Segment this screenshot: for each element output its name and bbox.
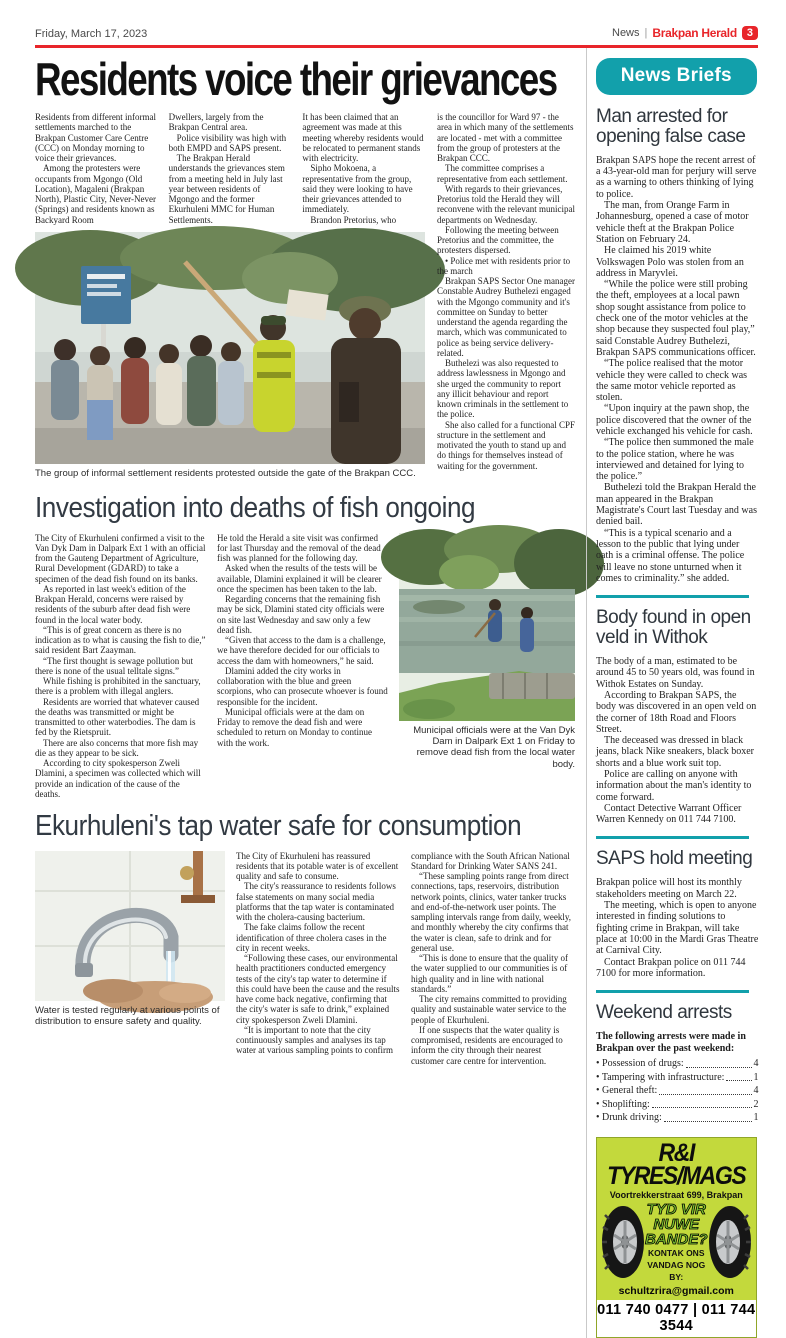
advert-phones: 011 740 0477 | 011 744 3544 [597, 1300, 756, 1337]
article-column-1: Residents from different informal settlements marched to the Brakpan Customer Care Centre (CCC) on Monday morning to voice their grievances. Among the protesters were occupants from Mgongo (Old Location), Magaleni (Brakpan North), Plastic City, Never-Never (Springs) and residents known as Backyard Room [35, 112, 157, 225]
water-headline: Ekurhuleni's tap water safe for consumption [35, 810, 522, 843]
brief-headline: Weekend arrests [596, 1002, 732, 1024]
water-column-2: compliance with the South African National Standard for Drinking Water SANS 241. “These sampling points range from direct connections, taps, reservoirs, distribution network points, clinics, water tanker trucks and end-of-the-network user points. The sampling intervals range from daily, weekly, and monthly whereby the city confirms that the water is clean, safe to drink and for general use. “This is done to ensure that the quality of the water supplied to our communities is of high quality and in line with national standards.” The city remains committed to providing quality and sustainable water service to the people of Ekurhuleni. If one suspects that the water quality is compromised, residents are encouraged to inform the city through their nearest customer care centre for intervention. [411, 850, 572, 1066]
lead-article [35, 112, 575, 481]
fish-photo-caption: Municipal officials were at the Van Dyk Dam in Dalpark Ext 1 on Friday to remove dead fish from the local water body. [413, 724, 575, 770]
arrests-list [596, 1057, 759, 1125]
advert-contact-line1: KONTAK ONS [647, 1248, 705, 1259]
brief-headline: Body found in open veld in Withok [596, 607, 751, 649]
advert-contact-line2: VANDAG NOG [647, 1259, 706, 1270]
brief-headline: SAPS hold meeting [596, 848, 753, 870]
advert-title: R&I TYRES/MAGS [607, 1138, 746, 1191]
masthead [0, 0, 786, 43]
tyre-icon [601, 1205, 645, 1279]
tyre-icon [708, 1205, 752, 1279]
dotted-leader [686, 1067, 752, 1068]
advert-email: schultzrira@gmail.com [618, 1285, 734, 1298]
arrest-count: 2 [753, 1098, 759, 1110]
arrest-row [596, 1084, 759, 1098]
brief-body: Brakpan SAPS hope the recent arrest of a 43-year-old man for perjury will serve as a warning to others thinking of lying to police. The man, from Orange Farm in Johannesburg, opened a case of motor vehicle theft at the Brakpan Police Station on February 24. He claimed his 2019 white Volkswagen Polo was stolen from an address in Maryvlei. “While the police were still probing the theft, employees at a local pawn shop sought assistance from police to check one of the motor vehicles at the shop because they suspected foul play,” said Constable Audrey Buthelezi, Brakpan SAPS communications officer. “The police realised that the motor vehicle they were called to check was the same motor vehicle reported as stolen. “Upon inquiry at the pawn shop, the police discovered that the owner of the vehicle exchanged his vehicle for cash. “The police then summoned the male to the police station, where he was interviewed and detained for lying to the police.” Buthelezi told the Brakpan Herald the man appeared in the Brakpan Magistrate's Court last Tuesday and was denied bail. “This is a typical scenario and a lesson to the public that lying under oath is a criminal offense. The police will leave no stone unturned when it comes to criminality.” she added. [596, 154, 757, 584]
brief-weekend-arrests [596, 1003, 759, 1124]
teal-divider [596, 836, 749, 839]
arrests-intro: The following arrests were made in Brakpan over the past weekend: [596, 1031, 746, 1055]
fish-article [35, 533, 575, 800]
water-photo-figure [35, 851, 225, 1066]
brief-saps-meeting [596, 849, 759, 979]
water-column-1: The City of Ekurhuleni has reassured residents that its potable water is of excellent quality and safe to consume. The city's reassurance to residents follows false statements on many social media platforms that the tap water is contaminated with the cholera-causing bacterium. The fake claims follow the recent identification of three cholera cases in the city in recent weeks. “Following these cases, our environmental health practitioners conducted emergency tests of the city's tap water to determine if this could have been the cause and the results have come back negative, confirming that the city's water is safe to drink,” explained city spokesperson Zweli Dlamini. “It is important to note that the city continuously samples and analyses its tap water at various sampling points to confirm [236, 850, 400, 1056]
page-layout [0, 48, 786, 1338]
brief-body: Brakpan police will host its monthly stakeholders meeting on March 22. The meeting, which is open to anyone interested in finding solutions to fighting crime in Brakpan, will take place at 10:00 in the Mardi Gras Theatre at Carnival City. Contact Brakpan police on 011 744 7100 for more information. [596, 877, 759, 979]
arrest-row [596, 1098, 759, 1112]
article-column-3: It has been claimed that an agreement was made at this meeting whereby residents would be relocated to permanent stands with electricity. Sipho Mokoena, a representative from the group, said they were looking to have their grievances attended to immediately. Brandon Pretorius, who [302, 112, 424, 225]
advert-tagline-line2: NUWE [653, 1216, 700, 1234]
article-column-2: Dwellers, largely from the Brakpan Central area. Police visibility was high with both EMPD and SAPS present. The Brakpan Herald understands the grievances stem from a meeting held in July last year between residents of Mgongo and the former Ekurhuleni MMC for Human Settlements. [168, 112, 287, 225]
news-briefs-sidebar [586, 48, 759, 1338]
arrest-count: 1 [753, 1071, 759, 1083]
dotted-leader [726, 1080, 751, 1081]
masthead-right [612, 26, 758, 40]
fish-column-1: The City of Ekurhuleni confirmed a visit to the Van Dyk Dam in Dalpark Ext 1 with an official from the Gauteng Department of Agriculture, Rural Development (GDARD) to take a specimen of the dead fish found on its banks. As reported in last week's edition of the Brakpan Herald, concerns were raised by residents of the suburb after dead fish were found in the local water body. “This is of great concern as there is no indication as to what is causing the fish to die,” said resident Bart Zaayman. “The first thought is sewage pollution but there is none of the usual telltale signs.” While fishing is prohibited in the sanctuary, there is a problem with illegal anglers. Residents are worried that whatever caused the deaths was transmitted or might be transmitted to other waterbodies. The dam is fed by the Rietspruit. There are also concerns that more fish may die as they appear to be sick. According to city spokesperson Zweli Dlamini, a specimen was collected which will provide an indication of the cause of the deaths. [35, 532, 206, 799]
arrest-label: • Drunk driving: [596, 1112, 662, 1124]
advert-address: Voortrekkerstraat 699, Brakpan [609, 1190, 743, 1201]
fish-column-2: He told the Herald a site visit was confirmed for last Thursday and the removal of the dead fish was planned for the following day. Asked when the results of the tests will be available, Dlamini explained it will be clearer once the specimen has been taken to the lab. Regarding concerns that the remaining fish may be sick, Dlamini stated city officials were on site last Wednesday and saw only a few dead fish. “Given that access to the dam is a challenge, we have therefore decided for our officials to access the dam with homeowners,” he said. Dlamini added the city works in collaboration with the blue and green scorpions, who can prosecute whoever is found responsible for the incident. Municipal officials were at the dam on Friday to remove the dead fish and were scheduled to return on Monday to continue with the work. [217, 532, 388, 748]
dotted-leader [664, 1121, 752, 1122]
dam-photo [399, 533, 575, 721]
section-label: News [612, 27, 640, 39]
brand-name: Brakpan Herald [652, 26, 737, 40]
issue-date: Friday, March 17, 2023 [35, 28, 148, 40]
article-column-4: is the councillor for Ward 97 - the area in which many of the settlements are located - met with a committee from the group of protesters at the Brakpan CCC. The committee comprises a representative from each settlement. With regards to their grievances, Pretorius told the Herald they will reconvene with the relevant municipal departments on Wednesday. Following the meeting between Pretorius and the committee, the protesters dispersed. • Police met with residents prior to the march Brakpan SAPS Sector One manager Constable Audrey Buthelezi engaged with the Mgongo community and it's committee on Sunday to better understand the agenda regarding the march, which was communicated to police as being service delivery-related. Buthelezi was also requested to address lawlessness in Mgongo and she urged the community to report any illicit behaviour and report known criminals in the settlement to the police. She also called for a functional CPF structure in the settlement and motivated the youth to stand up and do things for themselves instead of waiting for the government. [437, 112, 575, 471]
advert-center [645, 1202, 708, 1282]
dotted-leader [652, 1107, 752, 1108]
arrest-row [596, 1071, 759, 1085]
arrest-count: 1 [753, 1112, 759, 1124]
protest-photo [35, 232, 425, 464]
advert-middle [601, 1202, 752, 1282]
teal-divider [596, 990, 749, 993]
lead-headline: Residents voice their grievances [35, 53, 557, 105]
water-article [35, 851, 575, 1066]
arrest-row [596, 1111, 759, 1125]
arrest-count: 4 [753, 1085, 759, 1097]
advert-tagline-line1: TYD VIR [646, 1201, 706, 1219]
brief-headline: Man arrested for opening false case [596, 106, 746, 147]
dotted-leader [659, 1094, 751, 1095]
fish-headline: Investigation into deaths of fish ongoing [35, 492, 476, 525]
brief-man-arrested [596, 107, 759, 584]
fish-photo-figure [399, 533, 575, 800]
tyres-advert [596, 1137, 757, 1338]
tap-photo [35, 851, 225, 1001]
arrest-label: • Tampering with infrastructure: [596, 1071, 725, 1083]
main-content [35, 48, 575, 1066]
news-briefs-badge: News Briefs [596, 58, 757, 95]
arrest-count: 4 [753, 1058, 759, 1070]
lead-photo-caption: The group of informal settlement residents protested outside the gate of the Brakpan CCC. [35, 467, 416, 479]
arrest-label: • Shoplifting: [596, 1098, 650, 1110]
arrest-label: • Possession of drugs: [596, 1058, 684, 1070]
arrest-label: • General theft: [596, 1085, 658, 1097]
brief-body-found [596, 608, 759, 825]
advert-tagline-line3: BANDE? [645, 1231, 708, 1249]
page-number-badge: 3 [742, 26, 758, 40]
brief-body: The body of a man, estimated to be around 45 to 50 years old, was found in Withok Estates on Sunday. According to Brakpan SAPS, the body was discovered in an open veld on the corner of 18th Road and Floors Street. The deceased was dressed in black jeans, black Nike sneakers, black boxer shorts and a blue work suit top. Police are calling on anyone with information about the man's identity to come forward. Contact Detective Warrant Officer Warren Kennedy on 011 744 7100. [596, 656, 757, 826]
advert-contact-line3: BY: [669, 1271, 684, 1282]
lead-article-left [35, 112, 425, 481]
teal-divider [596, 595, 749, 598]
water-photo-caption: Water is tested regularly at various points of distribution to ensure safety and quality. [35, 1004, 220, 1027]
masthead-separator: | [644, 27, 648, 39]
arrest-row [596, 1057, 759, 1071]
lead-article-columns [35, 112, 425, 225]
